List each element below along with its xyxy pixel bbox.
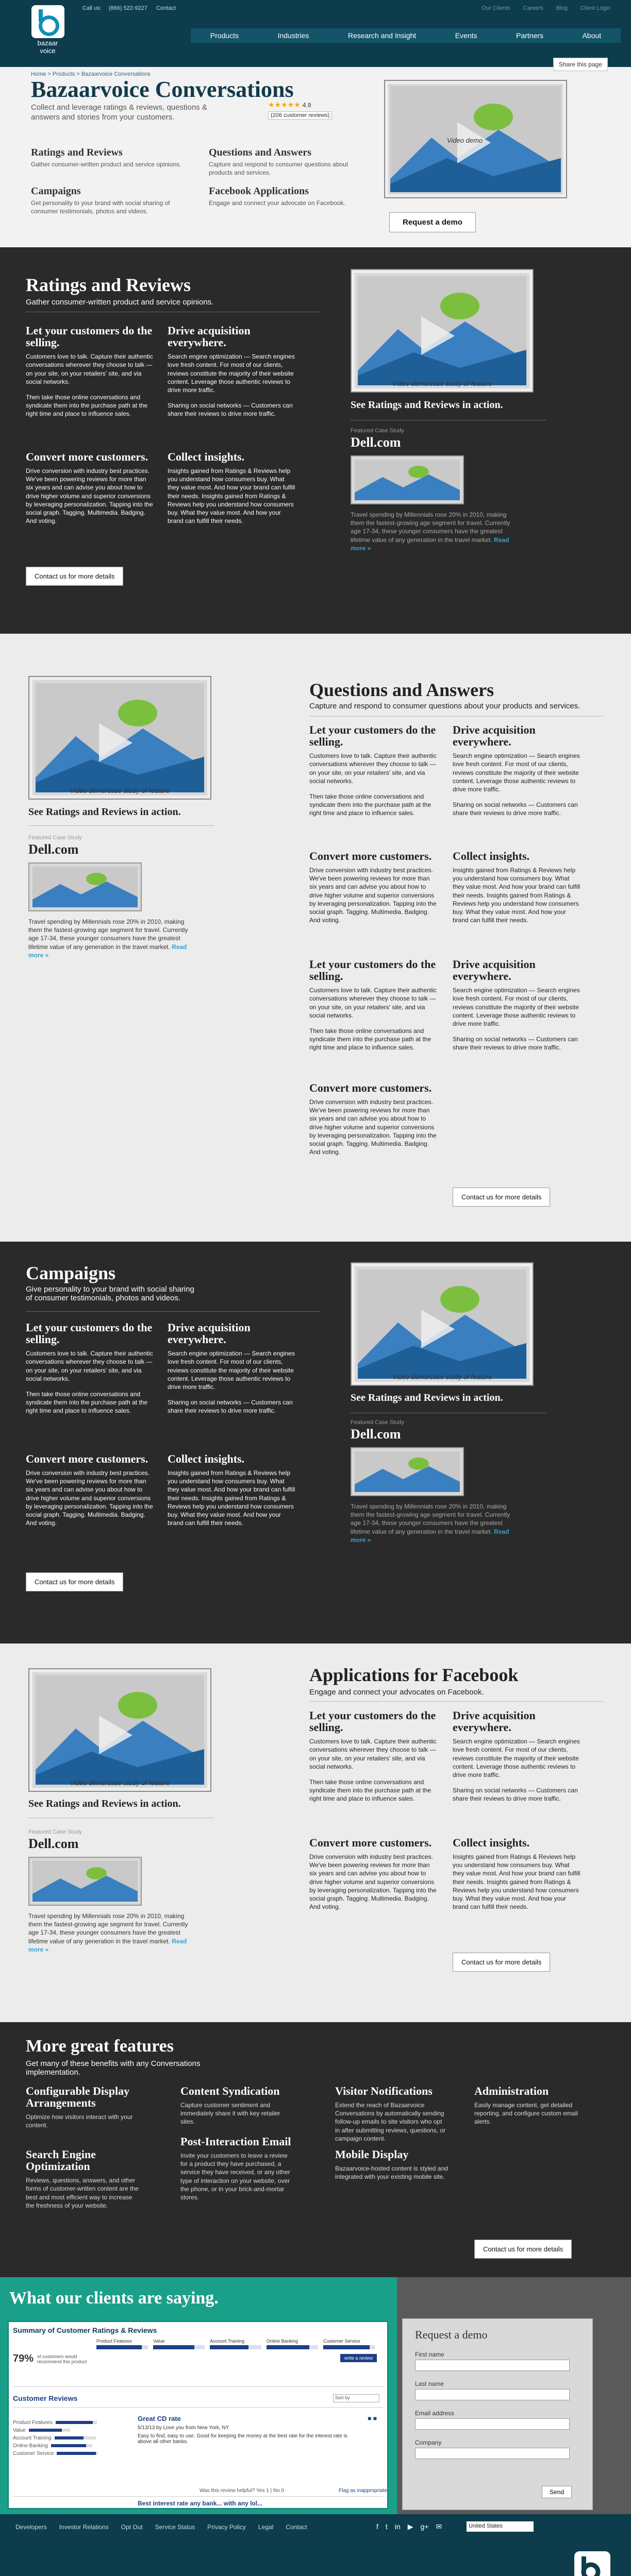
section-questions-answers [0,634,631,1242]
video-placeholder-icon [29,1669,210,1791]
phone-number[interactable]: (866) 522-9227 [108,5,147,11]
rating-bar-fill [153,2345,194,2349]
divider [28,825,214,826]
image-placeholder-icon [352,456,463,503]
video-placeholder-icon [29,677,210,799]
block-text: Customers love to talk. Capture their authentic conversations wherever they choose to talk — on your site, on your retailers' site, and via social networks. [26,353,153,385]
section-subtitle: Give personality to your brand with social sharing of consumer testimonials, photos and videos. [26,1285,194,1302]
block-text: Drive conversion with industry best practices. We've been powering reviews for more than six years and can advise you about how to drive higher volume and superior conversions by leveraging personalization. Tapping into the social graph. Tagging. Multimedia. Badging. And voting. [309,867,437,924]
block-title: Convert more customers. [309,1836,432,1849]
divider [309,1701,603,1702]
block-title: Let your customers do the selling. [309,723,436,749]
request-demo-button[interactable]: Request a demo [389,212,476,232]
write-review-button[interactable]: write a review [340,2354,377,2362]
rating-bar [267,2338,318,2349]
image-placeholder-icon [352,1448,463,1495]
review-rating-row [13,2435,96,2441]
case-study [351,1419,516,1544]
mini-rating-fill [29,2429,62,2432]
see-in-action-link[interactable]: See Ratings and Reviews in action. [351,399,503,411]
feature-title: Content Syndication [180,2084,280,2097]
video-caption: Video demo/case study of feature [392,1373,492,1381]
block-convert-customers [26,1453,155,1534]
hero-feature-ratings[interactable] [31,147,186,169]
contact-button[interactable]: Contact us for more details [453,1188,550,1207]
mini-rating-label: Product Features [13,2420,53,2426]
footer-link-contact[interactable]: Contact [286,2523,307,2531]
section-more-features [0,2022,631,2277]
block-text: Drive conversion with industry best practices. We've been powering reviews for more than six years and can advise you about how to drive higher volume and superior conversions by leveraging personalization. Tapping into the social graph. Tagging. Multimedia. Badging. And voting. [309,1098,437,1156]
feature-title: Post-Interaction Email [180,2135,291,2148]
feature-desc: Reviews, questions, answers, and other forms of customer-written content are the best and most efficient way to increase the freshness of your website. [26,2177,139,2209]
case-thumbnail[interactable] [351,1447,464,1496]
block-title: Let your customers do the selling. [309,958,436,983]
feature-title: Mobile Display [335,2148,409,2161]
social-links [376,2522,449,2531]
main-nav [191,28,621,43]
footer-link-legal[interactable]: Legal [258,2523,274,2531]
hero-section [0,61,631,247]
phone-label: Call us: [82,5,102,11]
feature-title: Administration [474,2084,549,2097]
block-title: Collect insights. [168,1452,245,1465]
read-more-link[interactable]: Read more » [28,1937,187,1953]
rating-bar [323,2338,375,2349]
image-placeholder-icon [29,1858,141,1905]
mini-rating-fill [55,2436,84,2439]
contact-button[interactable]: Contact us for more details [453,1953,550,1972]
request-demo-panel [397,2277,631,2514]
review-rating-row [13,2420,97,2426]
last-name-input[interactable] [415,2389,570,2400]
block-title: Convert more customers. [26,450,148,463]
review-summary-title: Summary of Customer Ratings & Reviews [13,2326,157,2334]
feature-title: Search Engine Optimization [26,2148,96,2173]
see-in-action-link[interactable]: See Ratings and Reviews in action. [28,806,181,818]
block-collect-insights [168,1453,296,1534]
rating-bars [96,2338,375,2349]
block-title: Let your customers do the selling. [26,324,153,349]
block-title: Convert more customers. [309,850,432,862]
section-ratings-reviews [0,247,631,634]
block-text: Then take those online conversations and syndicate them into the purchase path at the right time and place to influence sales. [26,393,148,418]
google-plus-icon[interactable]: g+ [420,2522,429,2531]
block-text: Insights gained from Ratings & Reviews help you understand how consumers buy. What they value most. And how your brand can fulfill their needs. Insights gained from Ratings & Reviews help you understand how consumers buy. What they value most. And how your brand can fulfill their needs. [453,1853,580,1911]
twitter-icon[interactable]: t [385,2522,388,2531]
utility-contact-link[interactable]: Contact [156,5,176,11]
star-rating-icon: ★★★★★ [268,100,301,109]
feature-desc: Easily manage content, get detailed reporting, and configure custom email alerts. [474,2102,578,2126]
block-title: Drive acquisition everywhere. [168,1321,251,1346]
case-company: Dell.com [28,842,79,857]
feature-seo [26,2148,139,2210]
block-text: Drive conversion with industry best practices. We've been powering reviews for more than six years and can advise you about how to drive higher volume and superior conversions by leveraging personalization. Tapping into the social graph. Tagging. Multimedia. Badging. And voting. [309,1853,437,1911]
nav-industries[interactable]: Industries [277,31,309,40]
case-label: Featured Case Study [28,835,82,841]
divider [13,2496,383,2497]
mini-rating-label: Customer Service [13,2451,54,2456]
block-collect-insights [168,451,296,532]
first-name-label: First name [415,2351,444,2358]
footer-logo-icon[interactable] [574,2551,610,2576]
block-text: Then take those online conversations and syndicate them into the purchase path at the right time and place to influence sales. [309,792,431,817]
page-title: Bazaarvoice Conversations [31,77,294,102]
block-text: Drive conversion with industry best practices. We've been powering reviews for more than six years and can advise you about how to drive higher volume and superior conversions by leveraging personalization. Tapping into the social graph. Tagging. Multimedia. Badging. And voting. [26,467,153,525]
block-text: Customers love to talk. Capture their authentic conversations wherever they choose to talk — on your site, on your retailers' site, and via social networks. [309,752,437,785]
video-caption: Video demo/case study of feature [392,380,492,387]
mini-rating-label: Online Banking [13,2443,48,2449]
logo-text-1: bazaar [37,39,58,47]
rating-bar-label: Account Training [210,2338,245,2344]
rating-bar [210,2338,261,2349]
block-text: Insights gained from Ratings & Reviews help you understand how consumers buy. What they value most. And how your brand can fulfill their needs. Insights gained from Ratings & Reviews help you understand how consumers buy. What they value most. And how your brand can fulfill their needs. [168,1469,295,1527]
block-drive-acquisition [168,1321,296,1422]
case-thumbnail[interactable] [351,455,464,504]
email-icon[interactable]: ✉ [436,2522,442,2531]
feature-video[interactable] [28,676,211,800]
block-text: Search engine optimization — Search engines love fresh content. For most of our clients, reviews constitute the majority of their website content. Leverage those authentic reviews to drive more traffic. [168,353,295,394]
nav-research[interactable]: Research and Insight [347,31,417,40]
block-text: Customers love to talk. Capture their authentic conversations wherever they choose to talk — on your site, on your retailers' site, and via social networks. [309,987,437,1019]
recommend-text: of customers would recommend this product [37,2354,87,2364]
case-study [351,428,516,552]
section-campaigns [0,1242,631,1643]
block-collect-insights [453,1837,582,1918]
review-share-icons[interactable]: ■ ■ [368,2415,377,2422]
section-subtitle: Gather consumer-written product and service opinions. [26,298,214,307]
review-body: Easy to find, easy to use. Good for keeping the money at the best rate for the interest rate is above all other banks. [138,2433,347,2445]
review-title: Great CD rate [138,2415,181,2422]
feature-desc: Get personality to your brand with social sharing of consumer testimonials, photos and videos. [31,199,170,215]
feature-desc: Invite your customers to leave a review for a product they have purchased, a service they have received, or any other type of interaction on your website, over the phone, or in your brick-and-mortar stores. [180,2152,290,2201]
sort-select[interactable]: Sort by [333,2394,379,2402]
flag-inappropriate-link[interactable]: Flag as inappropriate [339,2488,387,2494]
company-label: Company [415,2439,442,2446]
review-rating-row [13,2451,98,2456]
block-let-customers-sell [26,325,155,426]
case-quote: Travel spending by Millennials rose 20% in 2010, making them the fastest-growing age segment for travel. Currently age 17-34, these younger consumers have the greatest lifetime value of any generation in the travel market. [351,1503,510,1535]
section-title: Ratings and Reviews [26,275,191,295]
feature-title: Configurable Display Arrangements [26,2084,130,2110]
block-let-customers-sell [26,1321,155,1422]
block-text: Customers love to talk. Capture their authentic conversations wherever they choose to talk — on your site, on your retailers' site, and via social networks. [26,1350,153,1382]
feature-mobile-display [335,2148,449,2181]
rating-summary[interactable] [268,100,332,120]
block-text: Search engine optimization — Search engines love fresh content. For most of our clients, reviews constitute the majority of their website content. Leverage those authentic reviews to drive more traffic. [453,1738,580,1778]
hero-feature-facebook[interactable] [209,185,363,208]
case-quote: Travel spending by Millennials rose 20% in 2010, making them the fastest-growing age segment for travel. Currently age 17-34, these younger consumers have the greatest lifetime value of any generation in the travel market. [28,918,188,951]
section-subtitle: Engage and connect your advocates on Facebook. [309,1688,484,1697]
block-text: Sharing on social networks — Customers can share their reviews to drive more traffic. [168,1399,293,1415]
contact-button[interactable]: Contact us for more details [26,1572,123,1591]
email-input[interactable] [415,2418,570,2430]
rating-count: (206 customer reviews) [268,111,332,120]
section-subtitle: Capture and respond to consumer questions about your products and services. [309,702,580,710]
share-button[interactable]: Share this page [553,58,608,71]
youtube-icon[interactable]: ▶ [407,2522,413,2531]
utility-link-blog[interactable]: Blog [556,5,568,11]
feature-video[interactable] [351,269,534,393]
rating-bar-fill [267,2345,309,2349]
recommend-percent: 79% [13,2353,34,2364]
feature-administration [474,2085,588,2126]
site-header [0,0,631,67]
block-text: Sharing on social networks — Customers can share their reviews to drive more traffic. [453,1787,578,1803]
feature-desc: Extend the reach of Bazaarvoice Conversations by automatically sending follow-up emails to site visitors who opt in after submitting reviews, questions, or campaign content. [335,2102,446,2142]
video-caption: Video demo/case study of feature [70,1779,170,1787]
customer-reviews-heading: Customer Reviews [13,2394,78,2402]
see-in-action-link[interactable]: See Ratings and Reviews in action. [28,1798,181,1809]
site-footer [0,2514,631,2576]
block-title: Drive acquisition everywhere. [453,958,536,983]
section-subtitle: Get many of these benefits with any Conversations implementation. [26,2059,201,2077]
video-caption: Video demo/case study of feature [70,787,170,794]
hero-intro: Collect and leverage ratings & reviews, questions & answers and stories from your customers. [31,103,207,122]
block-title: Collect insights. [453,1836,530,1849]
block-title: Convert more customers. [26,1452,148,1465]
rating-bar-label: Customer Service [323,2338,360,2344]
feature-video[interactable] [351,1262,534,1386]
case-company: Dell.com [351,1427,401,1442]
feature-desc: Gather consumer-written product and service opinions. [31,161,181,168]
feature-post-interaction-email [180,2136,294,2201]
section-title: Questions and Answers [309,680,494,700]
footer-link-privacy[interactable]: Privacy Policy [207,2523,246,2531]
section-title: Campaigns [26,1263,116,1283]
block-text: Insights gained from Ratings & Reviews help you understand how consumers buy. What they value most. And how your brand can fulfill their needs. Insights gained from Ratings & Reviews help you understand how consumers buy. What they value most. And how your brand can fulfill their needs. [168,467,295,525]
footer-link-opt-out[interactable]: Opt Out [121,2523,143,2531]
divider [26,1311,320,1312]
see-in-action-link[interactable]: See Ratings and Reviews in action. [351,1392,503,1403]
divider [13,2407,383,2408]
divider [13,2386,383,2387]
block-convert-customers [309,1082,438,1163]
footer-links [15,2523,320,2531]
utility-link-login[interactable]: Client Login [580,5,610,11]
mini-rating-label: Value [13,2428,26,2433]
next-review-title: Best interest rate any bank... with any lol... [138,2500,263,2507]
video-caption: Video demo [447,137,483,144]
send-button[interactable]: Send [542,2486,572,2498]
video-placeholder-icon [352,270,533,392]
block-title: Drive acquisition everywhere. [453,1709,536,1734]
block-text: Insights gained from Ratings & Reviews help you understand how consumers buy. What they value most. And how your brand can fulfill their needs. Insights gained from Ratings & Reviews help you understand how consumers buy. What they value most. And how your brand can fulfill their needs. [453,867,580,924]
logo-text-2: voice [40,46,56,55]
request-demo-form [402,2318,593,2510]
block-text: Then take those online conversations and syndicate them into the purchase path at the right time and place to influence sales. [309,1778,431,1803]
block-drive-acquisition [453,958,582,1059]
block-text: Sharing on social networks — Customers can share their reviews to drive more traffic. [453,1036,578,1052]
hero-feature-qa[interactable] [209,147,363,177]
nav-partners[interactable]: Partners [516,31,544,40]
nav-about[interactable]: About [582,31,602,40]
mini-rating-fill [57,2452,96,2455]
helpful-votes[interactable]: Was this review helpful? Yes 1 | No 0 [200,2488,284,2494]
block-text: Search engine optimization — Search engines love fresh content. For most of our clients, reviews constitute the majority of their website content. Leverage those authentic reviews to drive more traffic. [453,752,580,793]
review-widget [8,2321,388,2509]
image-placeholder-icon [29,863,141,910]
block-text: Customers love to talk. Capture their authentic conversations wherever they choose to talk — on your site, on your retailers' site, and via social networks. [309,1738,437,1770]
feature-display-arrangements [26,2085,139,2130]
company-input[interactable] [415,2448,570,2459]
video-placeholder-icon [352,1263,533,1385]
footer-link-investors[interactable]: Investor Relations [59,2523,109,2531]
case-label: Featured Case Study [351,428,404,434]
read-more-link[interactable]: Read more » [351,536,509,552]
block-collect-insights [453,850,582,931]
block-drive-acquisition [453,1709,582,1810]
rating-bar [153,2338,205,2349]
case-quote: Travel spending by Millennials rose 20% in 2010, making them the fastest-growing age segment for travel. Currently age 17-34, these younger consumers have the greatest lifetime value of any generation in the travel market. [351,511,510,544]
country-select[interactable]: United States [467,2521,534,2532]
feature-content-syndication [180,2085,294,2126]
rating-bar-fill [96,2345,142,2349]
email-label: Email address [415,2410,455,2417]
linkedin-icon[interactable]: in [394,2522,401,2531]
block-title: Let your customers do the selling. [26,1321,153,1346]
feature-video[interactable] [28,1668,211,1792]
case-label: Featured Case Study [28,1829,82,1835]
mini-rating-fill [56,2421,93,2424]
mini-rating-label: Account Training [13,2435,52,2441]
first-name-input[interactable] [415,2360,570,2371]
block-convert-customers [309,1837,438,1918]
block-drive-acquisition [453,724,582,825]
block-title: Drive acquisition everywhere. [453,723,536,749]
divider [309,716,603,717]
utility-bar [0,5,631,15]
feature-title: Visitor Notifications [335,2084,433,2097]
block-let-customers-sell [309,958,438,1059]
feature-desc: Engage and connect your advocate on Facebook. [209,199,345,207]
facebook-icon[interactable]: f [376,2522,378,2531]
block-text: Search engine optimization — Search engines love fresh content. For most of our clients, reviews constitute the majority of their website content. Leverage those authentic reviews to drive more traffic. [168,1350,295,1391]
rating-bar [96,2338,148,2349]
block-let-customers-sell [309,1709,438,1810]
feature-title: Facebook Applications [209,185,309,197]
block-text: Sharing on social networks — Customers can share their reviews to drive more traffic. [453,801,578,817]
feature-desc: Capture and respond to consumer questions about products and services. [209,161,348,176]
rating-bar-label: Product Features [96,2338,132,2344]
hero-feature-campaigns[interactable] [31,185,186,215]
review-rating-row [13,2443,92,2449]
form-title: Request a demo [415,2328,488,2341]
case-label: Featured Case Study [351,1419,404,1426]
block-title: Collect insights. [453,850,530,862]
block-text: Drive conversion with industry best practices. We've been powering reviews for more than six years and can advise you about how to drive higher volume and superior conversions by leveraging personalization. Tapping into the social graph. Tagging. Multimedia. Badging. And voting. [26,1469,153,1527]
section-title: What our clients are saying. [9,2289,219,2308]
footer-link-status[interactable]: Service Status [155,2523,195,2531]
block-text: Search engine optimization — Search engines love fresh content. For most of our clients, reviews constitute the majority of their website content. Leverage those authentic reviews to drive more traffic. [453,987,580,1027]
feature-desc: Optimize how visitors interact with your content. [26,2113,133,2129]
case-company: Dell.com [28,1836,79,1851]
rating-score: 4.9 [302,101,311,109]
feature-visitor-notifications [335,2085,449,2143]
case-thumbnail[interactable] [28,1857,142,1906]
section-title: Applications for Facebook [309,1665,519,1685]
feature-title: Questions and Answers [209,147,311,158]
block-let-customers-sell [309,724,438,825]
block-drive-acquisition [168,325,296,426]
block-title: Drive acquisition everywhere. [168,324,251,349]
feature-desc: Capture customer sentiment and immediately share it with key retailer sites. [180,2102,280,2126]
rating-bar-fill [323,2345,370,2349]
nav-events[interactable]: Events [455,31,477,40]
case-study [28,1829,193,1954]
read-more-link[interactable]: Read more » [28,943,187,959]
section-facebook [0,1643,631,2022]
contact-button[interactable]: Contact us for more details [474,2240,572,2259]
block-title: Collect insights. [168,450,245,463]
utility-link-careers[interactable]: Careers [523,5,543,11]
section-title: More great features [26,2037,174,2056]
block-text: Then take those online conversations and syndicate them into the purchase path at the right time and place to influence sales. [26,1390,148,1415]
review-meta: 5/13/13 by Love you from New York, NY [138,2425,229,2431]
block-text: Then take those online conversations and syndicate them into the purchase path at the right time and place to influence sales. [309,1027,431,1052]
block-convert-customers [26,451,155,532]
footer-link-developers[interactable]: Developers [15,2523,47,2531]
last-name-label: Last name [415,2380,444,2387]
rating-bar-label: Online Banking [267,2338,298,2344]
feature-title: Campaigns [31,185,81,197]
section-client-reviews [0,2277,631,2514]
read-more-link[interactable]: Read more » [351,1528,509,1544]
contact-button[interactable]: Contact us for more details [26,567,123,586]
case-study [28,835,193,959]
block-title: Convert more customers. [309,1081,432,1094]
mini-rating-fill [51,2444,86,2447]
hero-video[interactable] [384,80,567,198]
case-thumbnail[interactable] [28,862,142,911]
nav-products[interactable]: Products [210,31,239,40]
rating-bar-label: Value [153,2338,165,2344]
review-rating-row [13,2428,70,2433]
block-convert-customers [309,850,438,931]
feature-desc: Bazaarvoice-hosted content is styled and integrated with your existing mobile site. [335,2165,448,2181]
feature-title: Ratings and Reviews [31,147,123,158]
utility-link-clients[interactable]: Our Clients [481,5,510,11]
case-company: Dell.com [351,435,401,450]
case-quote: Travel spending by Millennials rose 20% in 2010, making them the fastest-growing age segment for travel. Currently age 17-34, these younger consumers have the greatest lifetime value of any generation in the travel market. [28,1912,188,1945]
block-text: Sharing on social networks — Customers can share their reviews to drive more traffic. [168,402,293,418]
rating-bar-fill [210,2345,248,2349]
breadcrumb[interactable]: Home > Products > Bazaarvoice Conversations [31,71,151,77]
block-title: Let your customers do the selling. [309,1709,436,1734]
